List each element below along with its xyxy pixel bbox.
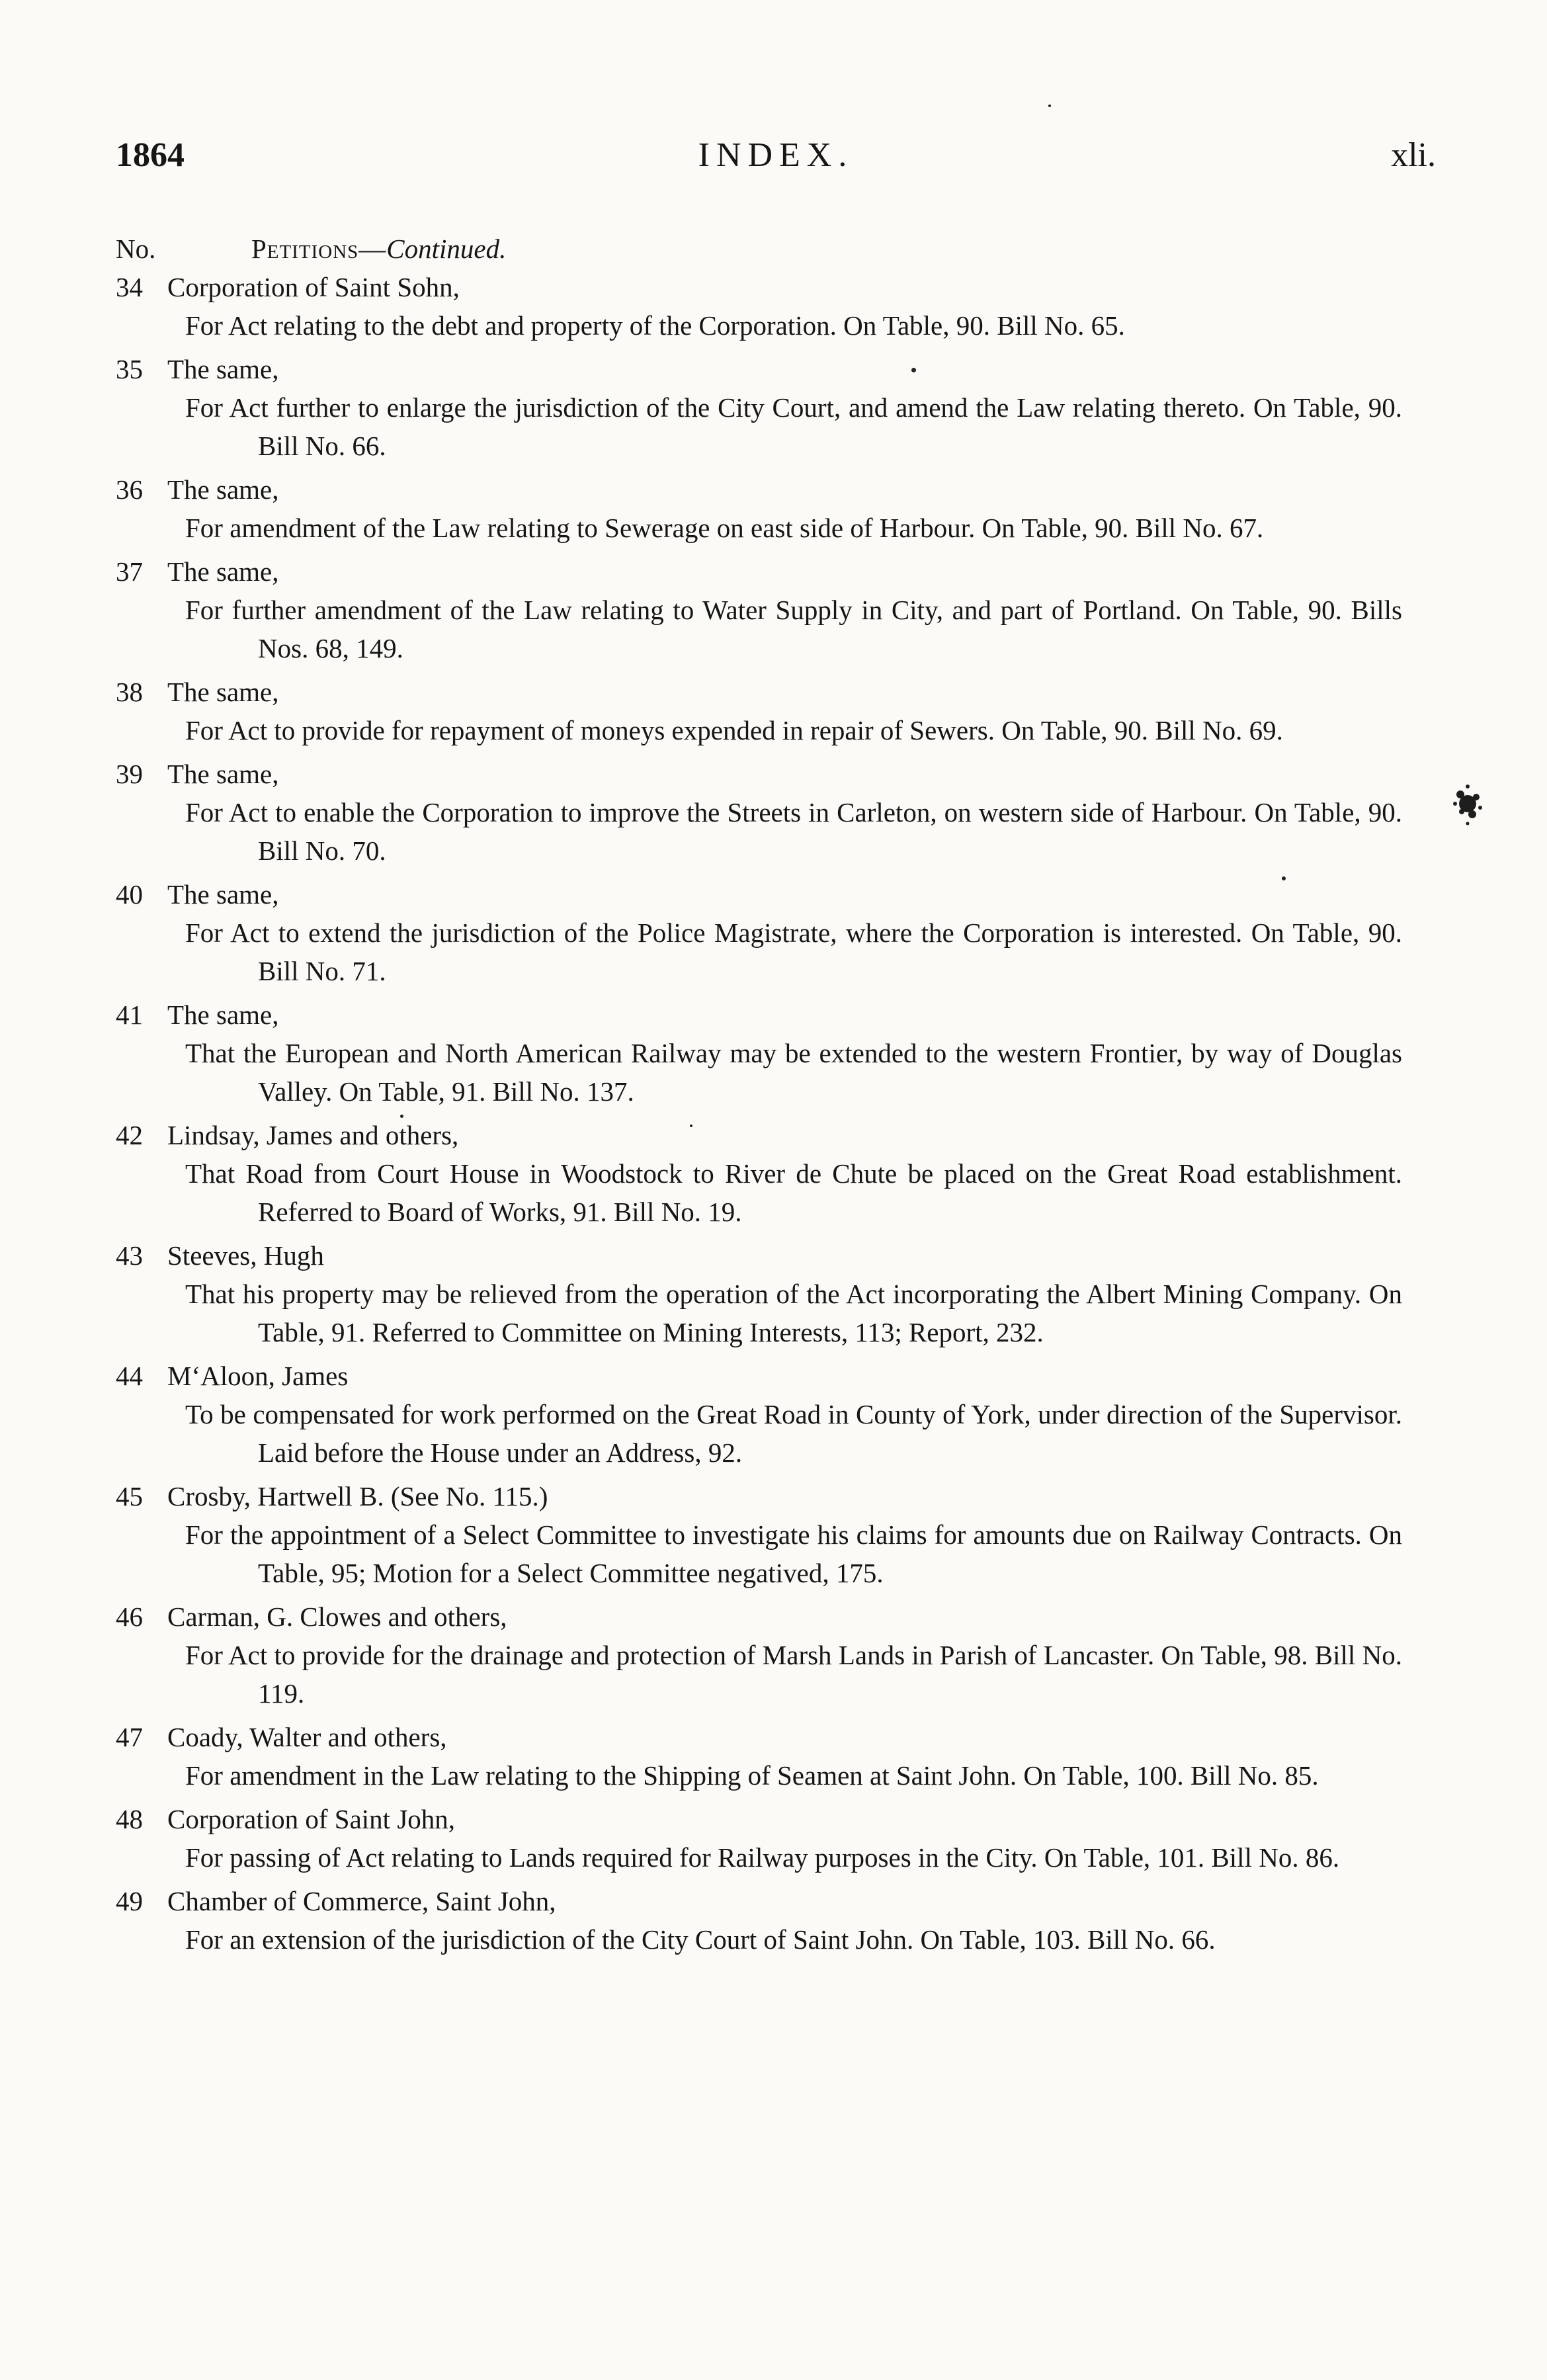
petition-text: To be compensated for work performed on the Great Road in County of York, under direction of the Supervisor. Laid before the House under an Address, 92. (185, 1399, 1402, 1468)
petition-number: 40 (116, 879, 143, 910)
petition-number: 37 (116, 556, 143, 587)
petition-entry (116, 268, 1402, 345)
petition-entry (116, 1116, 1402, 1231)
petition-number: 38 (116, 677, 143, 707)
petition-text: For Act further to enlarge the jurisdiction of the City Court, and amend the Law relating thereto. On Table, 90. Bill No. 66. (185, 392, 1402, 461)
petitioner-name: Carman, G. Clowes and others, (167, 1601, 507, 1632)
petition-text: For Act to extend the jurisdiction of the Police Magistrate, where the Corporation is interested. On Table, 90. Bill No. 71. (185, 917, 1402, 986)
petition-text: For Act relating to the debt and property of the Corporation. On Table, 90. Bill No. 65. (185, 310, 1125, 341)
petitioner-name: Steeves, Hugh (167, 1240, 324, 1271)
petition-entry (116, 1236, 1402, 1351)
petition-number: 45 (116, 1481, 143, 1511)
petitioner-name: The same, (167, 677, 279, 707)
petition-text: For amendment in the Law relating to the Shipping of Seamen at Saint John. On Table, 100. Bill No. 85. (185, 1760, 1319, 1791)
petitioner-name: Corporation of Saint John, (167, 1804, 456, 1834)
petition-entry (116, 875, 1402, 990)
petition-text: For an extension of the jurisdiction of the City Court of Saint John. On Table, 103. Bill No. 66. (185, 1924, 1216, 1955)
section-title: Petitions— (251, 234, 387, 264)
petition-number: 36 (116, 474, 143, 505)
petition-text: That the European and North American Railway may be extended to the western Frontier, by way of Douglas Valley. On Table, 91. Bill No. 137. (185, 1038, 1402, 1107)
petition-text: For Act to provide for the drainage and protection of Marsh Lands in Parish of Lancaster. On Table, 98. Bill No. 119. (185, 1640, 1402, 1709)
petitioner-name: Coady, Walter and others, (167, 1722, 447, 1752)
petition-entry (116, 552, 1402, 667)
petitioner-name: The same, (167, 556, 279, 587)
petition-number: 48 (116, 1804, 143, 1834)
petition-number: 34 (116, 272, 143, 302)
petition-entry (116, 755, 1402, 870)
petition-entry (116, 1882, 1402, 1959)
petition-number: 49 (116, 1886, 143, 1916)
petition-entry (116, 350, 1402, 465)
ink-blot (1447, 777, 1488, 830)
scan-speck (911, 368, 916, 372)
scan-speck (400, 1115, 403, 1118)
petition-text: That his property may be relieved from the operation of the Act incorporating the Albert Mining Company. On Table, 91. Referred to Committee on Mining Interests, 113; Report, 232. (185, 1279, 1402, 1347)
petition-text: For amendment of the Law relating to Sewerage on east side of Harbour. On Table, 90. Bill No. 67. (185, 513, 1264, 543)
scan-speck (1048, 105, 1051, 107)
page-number: xli. (1391, 136, 1436, 174)
petition-number: 43 (116, 1240, 143, 1271)
petition-number: 44 (116, 1361, 143, 1391)
petition-entry (116, 1477, 1402, 1592)
petition-text: For the appointment of a Select Committee to investigate his claims for amounts due on Railway Contracts. On Table, 95; Motion for a Select Committee negatived, 175. (185, 1519, 1402, 1588)
petitioner-name: The same, (167, 354, 279, 384)
petition-entry (116, 1597, 1402, 1713)
petitioner-name: Chamber of Commerce, Saint John, (167, 1886, 556, 1916)
petition-text: For passing of Act relating to Lands required for Railway purposes in the City. On Table, 101. Bill No. 86. (185, 1842, 1340, 1873)
petition-number: 46 (116, 1601, 143, 1632)
petition-number: 35 (116, 354, 143, 384)
petition-number: 39 (116, 759, 143, 789)
petition-number: 47 (116, 1722, 143, 1752)
scan-speck (1282, 876, 1286, 880)
petition-number: 42 (116, 1120, 143, 1150)
petition-entry (116, 673, 1402, 749)
scan-speck (690, 1125, 692, 1127)
petitioner-name: The same, (167, 999, 279, 1030)
petition-entry (116, 1718, 1402, 1795)
petitioner-name: M‘Aloon, James (167, 1361, 349, 1391)
petition-entry (116, 1357, 1402, 1472)
petition-entry (116, 1800, 1402, 1877)
petition-text: That Road from Court House in Woodstock to River de Chute be placed on the Great Road establishment. Referred to Board of Works, 91. Bill No. 19. (185, 1158, 1402, 1227)
petitioner-name: The same, (167, 474, 279, 505)
section-heading (116, 233, 506, 265)
petition-list (116, 268, 1402, 1964)
section-continued: Continued. (386, 234, 507, 264)
page-year: 1864 (116, 136, 185, 174)
page-title: INDEX. (698, 136, 854, 174)
petition-entry (116, 470, 1402, 547)
petition-number: 41 (116, 999, 143, 1030)
petition-text: For further amendment of the Law relating to Water Supply in City, and part of Portland. On Table, 90. Bills Nos. 68, 149. (185, 595, 1402, 663)
petitioner-name: Lindsay, James and others, (167, 1120, 459, 1150)
petitioner-name: Crosby, Hartwell B. (See No. 115.) (167, 1481, 548, 1511)
petition-text: For Act to enable the Corporation to improve the Streets in Carleton, on western side of Harbour. On Table, 90. Bill No. 70. (185, 797, 1402, 866)
petitioner-name: Corporation of Saint Sohn, (167, 272, 460, 302)
petition-text: For Act to provide for repayment of moneys expended in repair of Sewers. On Table, 90. Bill No. 69. (185, 715, 1283, 745)
running-head (116, 136, 1436, 182)
petition-entry (116, 996, 1402, 1111)
number-column-label: No. (116, 234, 156, 264)
petitioner-name: The same, (167, 879, 279, 910)
petitioner-name: The same, (167, 759, 279, 789)
